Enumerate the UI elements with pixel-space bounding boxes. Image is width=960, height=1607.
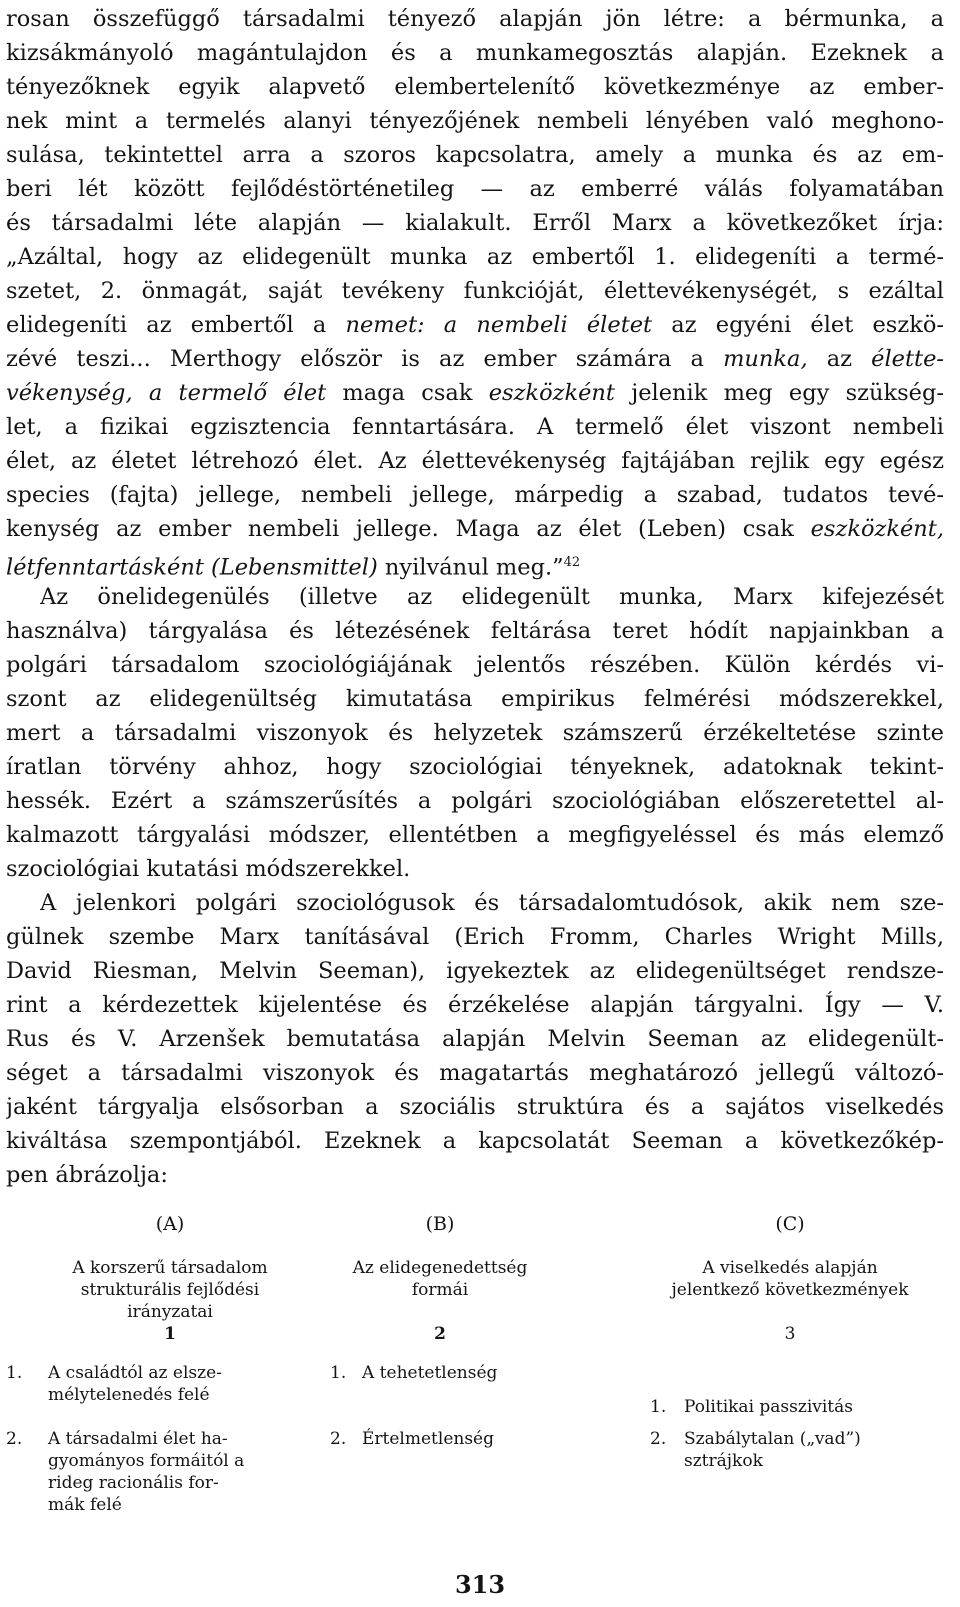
text-line: jaként tárgyalja elsősorban a szociális struktúra és a sajátos viselkedés xyxy=(6,1094,944,1120)
text-line: Rus és V. Arzenšek bemutatása alapján Melvin Seeman az elidegenült- xyxy=(6,1026,944,1052)
quote-line: „Azáltal, hogy az elidegenült munka az embertől 1. elidegeníti a termé- xyxy=(6,244,944,270)
column-a-number: 1 xyxy=(164,1324,176,1344)
page-number: 313 xyxy=(454,1570,506,1599)
text-line: David Riesman, Melvin Seeman), igyekeztek az elidegenültséget rendsze- xyxy=(6,958,944,984)
column-a-letter: (A) xyxy=(155,1213,185,1235)
text-line: rosan összefüggő társadalmi tényező alapján jön létre: a bérmunka, a xyxy=(6,6,944,32)
column-c-number: 3 xyxy=(784,1324,796,1344)
column-b-letter: (B) xyxy=(425,1213,455,1235)
text-line: kiváltása szempontjából. Ezeknek a kapcsolatát Seeman a következőkép- xyxy=(6,1128,944,1154)
text-line: beri lét között fejlődéstörténetileg — az emberré válás folyamatában xyxy=(6,176,944,202)
quote-line: elidegeníti az embertől a nemet: a nembeli életet az egyéni élet eszkö- xyxy=(6,312,944,338)
list-item: A társadalmi élet ha- xyxy=(48,1429,228,1449)
quote-line: let, a fizikai egzisztencia fenntartására. A termelő élet viszont nembeli xyxy=(6,414,944,440)
text-line: rint a kérdezettek kijelentése és érzékelése alapján tárgyalni. Így — V. xyxy=(6,992,944,1018)
text-line: polgári társadalom szociológiájának jelentős részében. Külön kérdés vi- xyxy=(6,652,944,678)
list-item: A tehetetlenség xyxy=(362,1363,498,1383)
column-a-heading: strukturális fejlődési xyxy=(80,1280,260,1300)
text-line: A jelenkori polgári szociológusok és társadalomtudósok, akik nem sze- xyxy=(40,890,944,916)
text-line: séget a társadalmi viszonyok és magatartás meghatározó jellegű változó- xyxy=(6,1060,944,1086)
text-line: íratlan törvény ahhoz, hogy szociológiai tényeknek, adatoknak tekint- xyxy=(6,754,944,780)
list-item: A családtól az elsze- xyxy=(48,1363,222,1383)
list-item: Szabálytalan („vad”) xyxy=(684,1429,861,1449)
list-item: rideg racionális for- xyxy=(48,1473,219,1493)
list-item-number: 2. xyxy=(6,1429,23,1449)
quote-line: zévé teszi... Merthogy először is az ember számára a munka, az élette- xyxy=(6,346,944,372)
list-item: mák felé xyxy=(48,1495,122,1515)
list-item: sztrájkok xyxy=(684,1451,763,1471)
text-line: Az önelidegenülés (illetve az elidegenült munka, Marx kifejezését xyxy=(40,584,944,610)
quote-line: vékenység, a termelő élet maga csak eszközként jelenik meg egy szükség- xyxy=(6,380,944,406)
list-item-number: 1. xyxy=(6,1363,23,1383)
column-c-heading: A viselkedés alapján xyxy=(702,1258,878,1278)
text-line: hessék. Ezért a számszerűsítés a polgári szociológiában előszeretettel al- xyxy=(6,788,944,814)
quote-line: kenység az ember nembeli jellege. Maga az élet (Leben) csak eszközként, xyxy=(6,516,944,542)
list-item: gyományos formáitól a xyxy=(48,1451,245,1471)
text-line: gülnek szembe Marx tanításával (Erich Fromm, Charles Wright Mills, xyxy=(6,924,944,950)
column-c-heading: jelentkező következmények xyxy=(671,1280,909,1300)
text-line: pen ábrázolja: xyxy=(6,1162,168,1188)
list-item: Értelmetlenség xyxy=(362,1429,494,1449)
list-item-number: 1. xyxy=(330,1363,347,1383)
column-c-letter: (C) xyxy=(775,1213,805,1235)
quote-line: élet, az életet létrehozó élet. Az élettevékenység fajtájában rejlik egy egész xyxy=(6,448,944,474)
text-line: és társadalmi léte alapján — kialakult. Erről Marx a következőket írja: xyxy=(6,210,944,236)
quote-line: szetet, 2. önmagát, saját tevékeny funkcióját, élettevékenységét, s ezáltal xyxy=(6,278,944,304)
column-b-number: 2 xyxy=(434,1324,446,1344)
footnote-ref: 42 xyxy=(563,555,581,570)
list-item: Politikai passzivitás xyxy=(684,1397,853,1417)
quote-line: létfenntartásként (Lebensmittel) nyilvánul meg.”$^{42}$ xyxy=(6,554,581,580)
text-line: kizsákmányoló magántulajdon és a munkamegosztás alapján. Ezeknek a xyxy=(6,40,944,66)
text-line: nek mint a termelés alanyi tényezőjének nembeli lényében való meghono- xyxy=(6,108,944,134)
text-line: sulása, tekintettel arra a szoros kapcsolatra, amely a munka és az em- xyxy=(6,142,944,168)
column-a-heading: irányzatai xyxy=(127,1302,213,1322)
text-line: használva) tárgyalása és létezésének feltárása teret hódít napjainkban a xyxy=(6,618,944,644)
text-line: szont az elidegenültség kimutatása empirikus felmérési módszerekkel, xyxy=(6,686,944,712)
quote-line: species (fajta) jellege, nembeli jellege, márpedig a szabad, tudatos tevé- xyxy=(6,482,944,508)
text-line: kalmazott tárgyalási módszer, ellentétben a megfigyeléssel és más elemző xyxy=(6,822,944,848)
text-line: tényezőknek egyik alapvető elembertelenítő következménye az ember- xyxy=(6,74,944,100)
column-b-heading: Az elidegenedettség xyxy=(352,1258,528,1278)
text-line: mert a társadalmi viszonyok és helyzetek számszerű érzékeltetése szinte xyxy=(6,720,944,746)
list-item: mélytelenedés felé xyxy=(48,1385,210,1405)
text-line: szociológiai kutatási módszerekkel. xyxy=(6,856,411,882)
column-a-heading: A korszerű társadalom xyxy=(72,1258,268,1278)
list-item-number: 1. xyxy=(650,1397,667,1417)
list-item-number: 2. xyxy=(330,1429,347,1449)
column-b-heading: formái xyxy=(411,1280,469,1300)
list-item-number: 2. xyxy=(650,1429,667,1449)
